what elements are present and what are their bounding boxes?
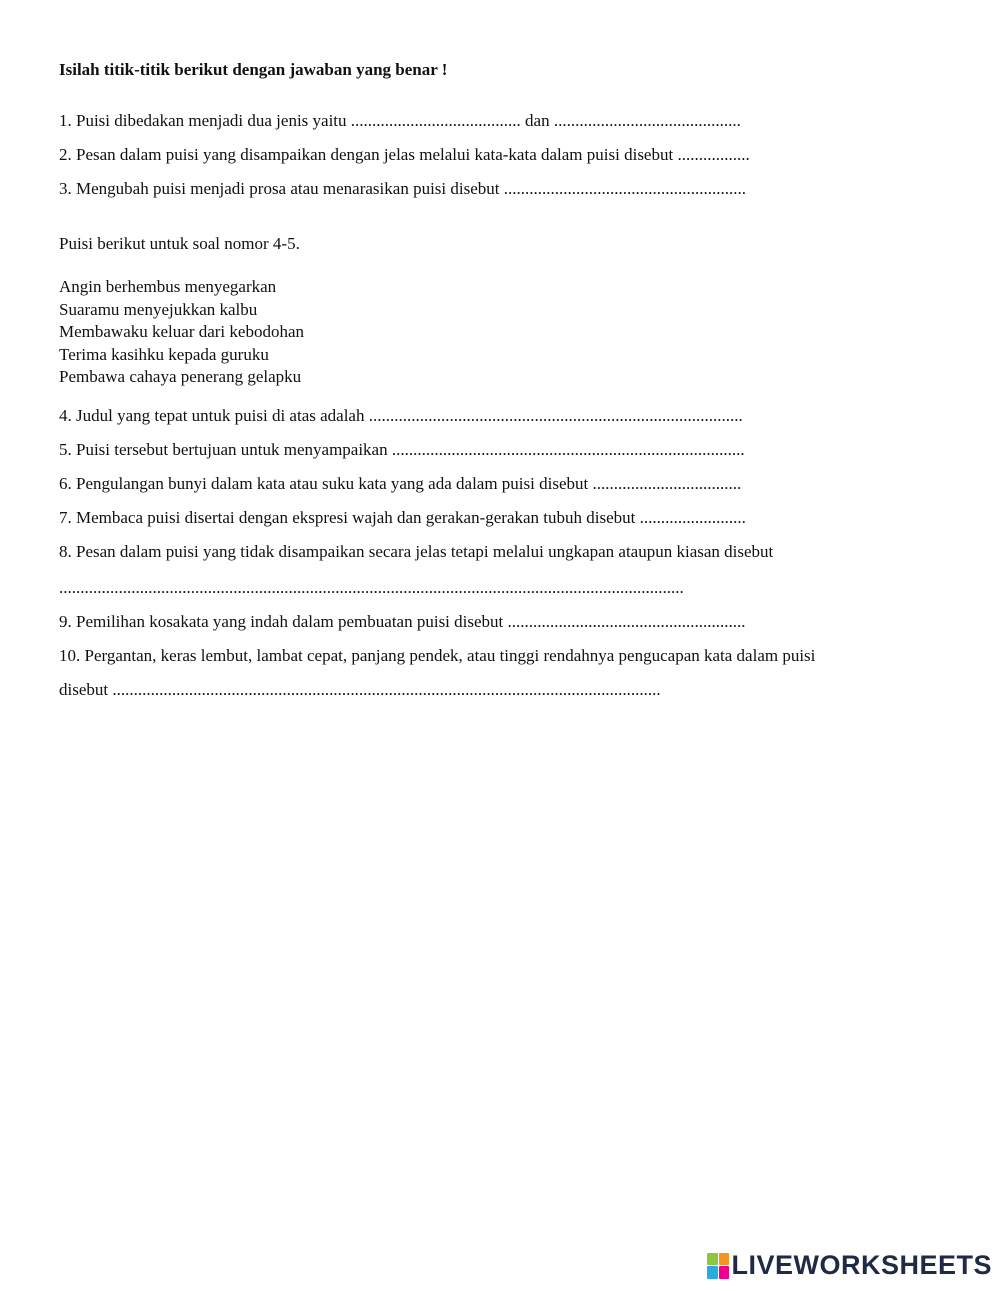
question-1: 1. Puisi dibedakan menjadi dua jenis yaitu ........................................ dan ............................................	[59, 111, 741, 130]
question-10-line-2: disebut .................................................................................................................................	[59, 679, 661, 699]
poem	[59, 276, 949, 389]
question-4: 4. Judul yang tepat untuk puisi di atas adalah ........................................................................................	[59, 405, 743, 425]
question-10-line-1: 10. Pergantan, keras lembut, lambat cepat, panjang pendek, atau tinggi rendahnya pengucapan kata dalam puisi	[59, 645, 816, 665]
liveworksheets-logo	[707, 1250, 992, 1281]
question-9: 9. Pemilihan kosakata yang indah dalam pembuatan puisi disebut ........................................................	[59, 611, 746, 631]
question-7: 7. Membaca puisi disertai dengan ekspresi wajah dan gerakan-gerakan tubuh disebut .........................	[59, 507, 746, 527]
poem-line: Suaramu menyejukkan kalbu	[59, 299, 258, 319]
logo-text: LIVEWORKSHEETS	[731, 1250, 992, 1280]
question-8: 8. Pesan dalam puisi yang tidak disampaikan secara jelas tetapi melalui ungkapan ataupun kiasan disebut	[59, 541, 774, 561]
question-2: 2. Pesan dalam puisi yang disampaikan dengan jelas melalui kata-kata dalam puisi disebut .................	[59, 145, 750, 164]
question-5: 5. Puisi tersebut bertujuan untuk menyampaikan ...................................................................................	[59, 439, 745, 459]
poem-line: Terima kasihku kepada guruku	[59, 344, 269, 364]
question-3: 3. Mengubah puisi menjadi prosa atau menarasikan puisi disebut .........................................................	[59, 179, 746, 198]
question-6: 6. Pengulangan bunyi dalam kata atau suku kata yang ada dalam puisi disebut ...................................	[59, 473, 742, 493]
worksheet-page	[59, 58, 949, 707]
instruction-heading: Isilah titik-titik berikut dengan jawaban yang benar !	[59, 60, 448, 79]
poem-line: Membawaku keluar dari kebodohan	[59, 322, 304, 341]
poem-intro: Puisi berikut untuk soal nomor 4-5.	[59, 234, 300, 253]
question-8-answer-line: ...................................................................................................................................................	[59, 577, 684, 597]
logo-mark-icon	[707, 1253, 729, 1279]
poem-line: Pembawa cahaya penerang gelapku	[59, 367, 302, 386]
poem-line: Angin berhembus menyegarkan	[59, 277, 277, 296]
